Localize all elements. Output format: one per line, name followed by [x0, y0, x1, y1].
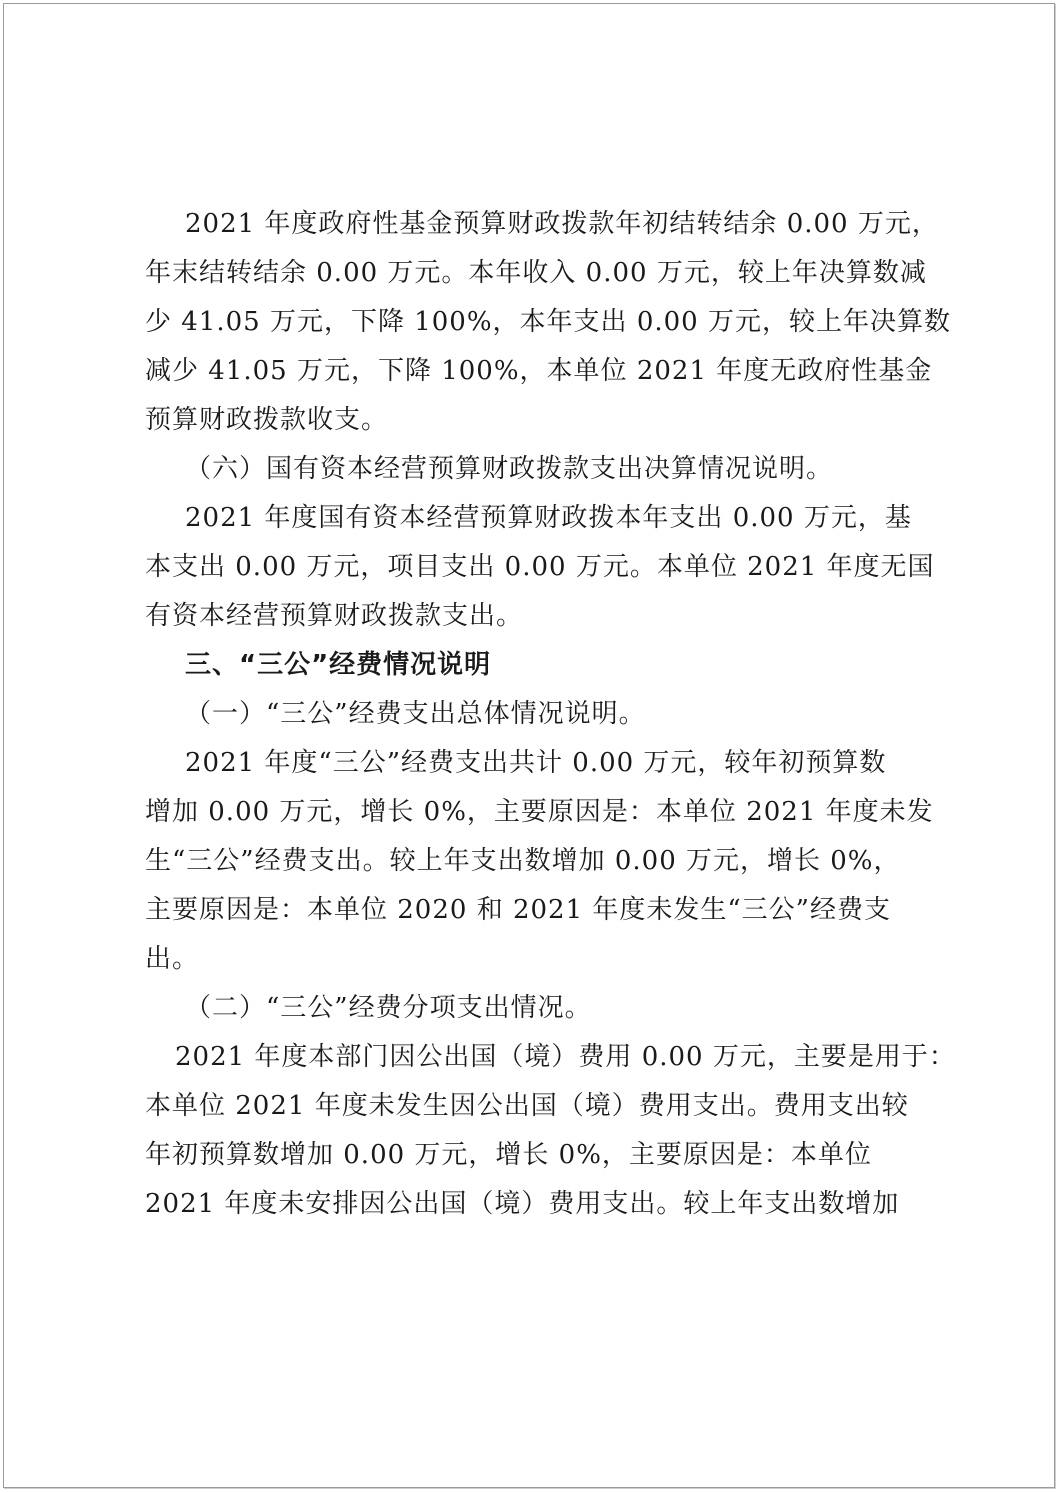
subheading-state-capital	[145, 445, 945, 494]
paragraph-state-capital	[145, 494, 945, 641]
heading-text: 三、“三公”经费情况说明	[185, 650, 492, 680]
paragraph-itemized	[145, 1033, 956, 1229]
text-line: 出。	[145, 944, 200, 974]
text-line: 增加 0.00 万元，增长 0%，主要原因是：本单位 2021 年度未发	[145, 797, 934, 827]
subheading-text: （一）“三公”经费支出总体情况说明。	[185, 699, 646, 729]
document-body	[145, 200, 956, 1229]
document-page	[3, 3, 1055, 1488]
text-line: 2021 年度国有资本经营预算财政拨本年支出 0.00 万元，基	[185, 503, 912, 533]
subheading-overall	[145, 690, 945, 739]
text-line: 本支出 0.00 万元，项目支出 0.00 万元。本单位 2021 年度无国	[145, 552, 935, 582]
text-line: 本单位 2021 年度未发生因公出国（境）费用支出。费用支出较	[145, 1091, 909, 1121]
text-line: 预算财政拨款收支。	[145, 405, 389, 435]
subheading-itemized	[145, 984, 945, 1033]
text-line: 2021 年度政府性基金预算财政拨款年初结转结余 0.00 万元，	[185, 209, 939, 239]
text-line: 生“三公”经费支出。较上年支出数增加 0.00 万元，增长 0%，	[145, 846, 901, 876]
text-line: 年初预算数增加 0.00 万元，增长 0%，主要原因是：本单位	[145, 1140, 872, 1170]
paragraph-overall	[145, 739, 945, 984]
section-heading-three-public	[145, 641, 945, 690]
subheading-text: （二）“三公”经费分项支出情况。	[185, 993, 592, 1023]
text-line: 年末结转结余 0.00 万元。本年收入 0.00 万元，较上年决算数减	[145, 258, 927, 288]
text-line: 2021 年度未安排因公出国（境）费用支出。较上年支出数增加	[145, 1189, 900, 1219]
text-line: 有资本经营预算财政拨款支出。	[145, 601, 524, 631]
text-line: 少 41.05 万元，下降 100%，本年支出 0.00 万元，较上年决算数	[145, 307, 951, 337]
subheading-text: （六）国有资本经营预算财政拨款支出决算情况说明。	[185, 454, 834, 484]
text-line: 主要原因是：本单位 2020 和 2021 年度未发生“三公”经费支	[145, 895, 891, 925]
text-line: 2021 年度“三公”经费支出共计 0.00 万元，较年初预算数	[185, 748, 887, 778]
paragraph-government-fund	[145, 200, 951, 445]
text-line: 2021 年度本部门因公出国（境）费用 0.00 万元，主要是用于：	[175, 1042, 956, 1072]
text-line: 减少 41.05 万元，下降 100%，本单位 2021 年度无政府性基金	[145, 356, 933, 386]
